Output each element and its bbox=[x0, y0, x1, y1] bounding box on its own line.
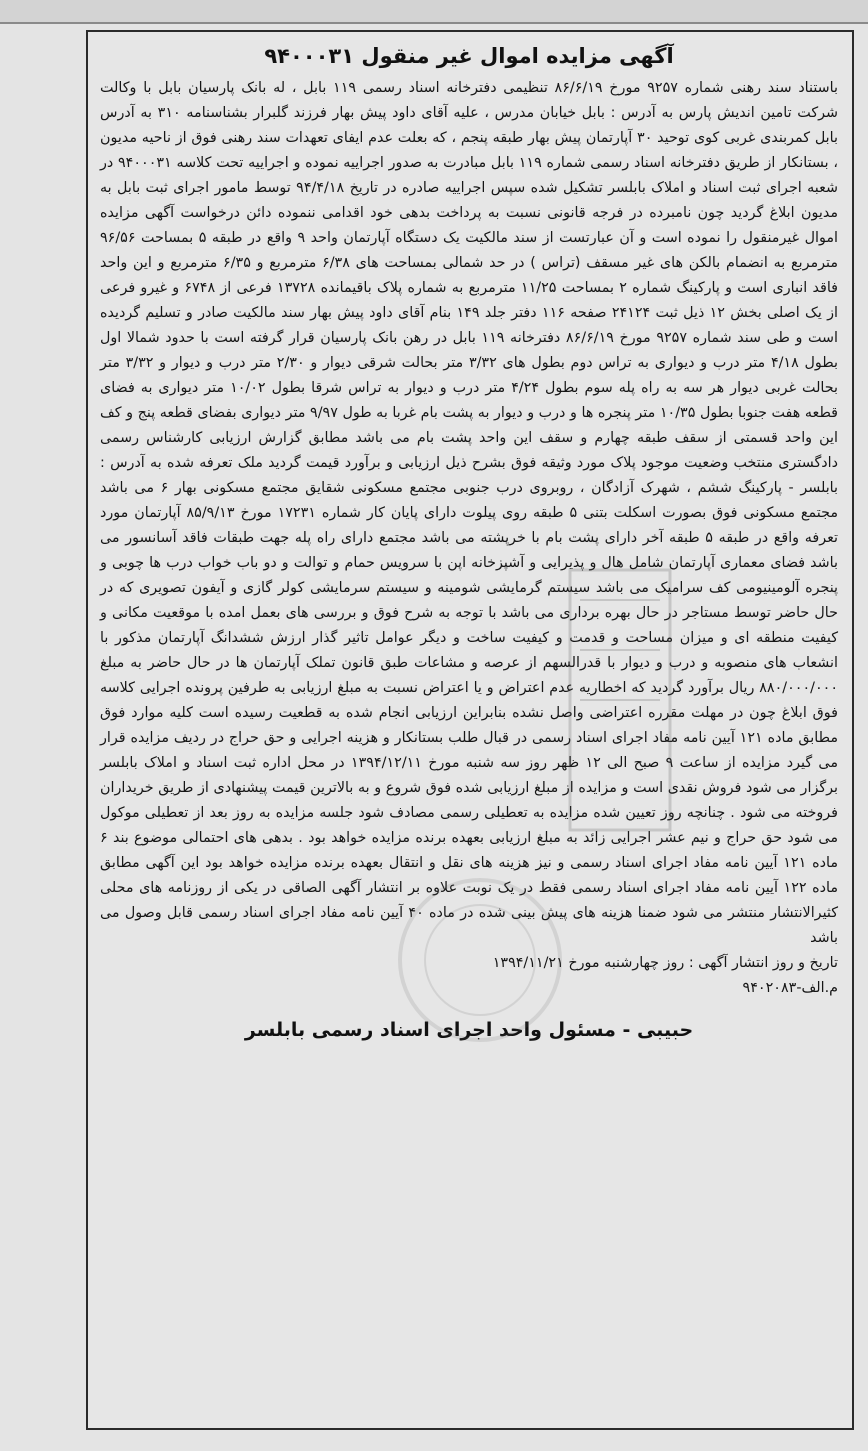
notice-title: آگهی مزایده اموال غیر منقول ۹۴۰۰۰۳۱ bbox=[264, 44, 674, 68]
publish-date: تاریخ و روز انتشار آگهی : روز چهارشنبه مورخ ۱۳۹۴/۱۱/۲۱ bbox=[492, 955, 838, 971]
reference-code: م.الف-۹۴۰۲۰۸۳ bbox=[742, 980, 838, 996]
auction-notice bbox=[86, 30, 854, 1430]
notice-body: باستناد سند رهنی شماره ۹۲۵۷ مورخ ۸۶/۶/۱۹ تنظیمی دفترخانه اسناد رسمی ۱۱۹ بابل ، له بانک پارسیان بابل با وکالت شرکت تامین اندیش پارس به آدرس : بابل خیابان مدرس ، علیه آقای داود پیش بهار فرزند گلبرار بشناسنامه ۳۱۰ به آدرس بابل کمربندی غربی کوی توحید ۳۰ آپارتمان پیش بهار طبقه پنجم ، که بعلت عدم ایفای تعهدات سند رهنی فوق از ناحیه مدیون ، بستانکار از طریق دفترخانه اسناد رسمی شماره ۱۱۹ بابل مبادرت به صدور اجراییه نموده و اجراییه تحت کلاسه ۹۴۰۰۰۳۱ در شعبه اجرای ثبت اسناد و املاک بابلسر تشکیل شده سپس اجراییه صادره در تاریخ ۹۴/۴/۱۸ توسط مامور اجرای ثبت بابل به مدیون ابلاغ گردید چون نامبرده در فرجه قانونی نسبت به پرداخت بدهی خود اقدامی ننموده دائن درخواست آگهی مزایده اموال غیرمنقول را نموده است و آن عبارتست از سند مالکیت یک دستگاه آپارتمان واحد ۹ واقع در طبقه ۵ بمساحت ۹۶/۵۶ مترمربع به انضمام بالکن های غیر مسقف (تراس ) در حد شمالی بمساحت های ۶/۳۸ مترمربع و ۶/۳۵ مترمربع و این واحد فاقد انباری است و پارکینگ شماره ۲ بمساحت ۱۱/۲۵ مترمربع به شماره پلاک باقیمانده ۱۳۷۲۸ فرعی از ۶۷۴۸ و غیرو فرعی از یک اصلی بخش ۱۲ ذیل ثبت ۲۴۱۲۴ صفحه ۱۱۶ دفتر جلد ۱۴۹ بنام آقای داود پیش بهار سند مالکیت صادر و تسلیم گردیده است و طی سند شماره ۹۲۵۷ مورخ ۸۶/۶/۱۹ دفترخانه ۱۱۹ بابل در رهن بانک پارسیان قرار گرفته است با حدود شمالا اول بطول ۴/۱۸ متر درب و دیواری به تراس دوم بطول های ۳/۳۲ متر بحالت شرقی دیوار و ۲/۳۰ متر درب و دیوار و ۳/۳۲ متر بحالت غربی دیوار هر سه به راه پله سوم بطول ۴/۲۴ متر درب و دیوار به تراس شرقا بطول ۱۰/۰۲ متر دیواری به فضای قطعه هفت جنوبا بطول ۱۰/۳۵ متر پنجره ها و درب و دیوار به پشت بام غربا به طول ۹/۹۷ متر دیواری بفضای قطعه پنج و کف این واحد قسمتی از سقف طبقه چهارم و سقف این واحد پشت بام می باشد مطابق گزارش ارزیابی کارشناس رسمی دادگستری منتخب وضعیت موجود پلاک مورد وثیقه فوق بشرح ذیل ارزیابی و برآورد قیمت گردید ملک تعرفه شده به آدرس : بابلسر - پارکینگ ششم ، شهرک آزادگان ، روبروی درب جنوبی مجتمع مسکونی شقایق مجتمع مسکونی بهار ۶ می باشد مجتمع مسکونی فوق بصورت اسکلت بتنی ۵ طبقه روی پیلوت دارای پایان کار شماره ۱۷۲۳۱ مورخ ۸۵/۹/۱۳ آپارتمان مورد تعرفه واقع در طبقه ۵ طبقه آخر دارای پشت بام با خرپشته می باشد مجتمع دارای راه پله جهت طبقات فاقد آسانسور می باشد فضای معماری آپارتمان شامل هال و پذیرایی و آشپزخانه اپن با سرویس حمام و توالت و دو باب خواب درب ها چوبی و پنجره آلومینیومی کف سرامیک می باشد سیستم گرمایشی شومینه و سیستم سرمایشی کولر گازی و آیفون تصویری که در حال حاضر توسط مستاجر در حال بهره برداری می باشد با توجه به شرح فوق و بررسی های بعمل امده با موقعیت مکانی و کیفیت منطقه ای و میزان مساحت و قدمت و کیفیت ساخت و دیگر عوامل تاثیر گذار ارزش ششدانگ آپارتمان مذکور با انشعاب های منصوبه و درب و دیوار با قدرالسهم از عرصه و مشاعات طبق قانون تملک آپارتمان ها در حال حاضر به مبلغ ۸۸۰/۰۰۰/۰۰۰ ریال برآورد گردید که اخطاریه عدم اعتراض و یا اعتراض نسبت به مبلغ ارزیابی به طرفین پرونده اجرایی کلاسه فوق ابلاغ چون در مهلت مقرره اعتراضی واصل نشده بنابراین ارزیابی انجام شده به قطعیت رسیده است کلیه موارد فوق مطابق ماده ۱۲۱ آیین نامه مفاد اجرای اسناد رسمی در قبال طلب بستانکار و هزینه اجرایی و حق حراج در ردیف مزایده قرار می گیرد مزایده از ساعت ۹ صبح الی ۱۲ ظهر روز سه شنبه مورخ ۱۳۹۴/۱۲/۱۱ در محل اداره ثبت اسناد و املاک بابلسر برگزار می شود فروش نقدی است و مزایده از مبلغ ارزیابی شده فوق شروع و به بالاترین قیمت پیشنهادی از طریق خریداران فروخته می شود . چنانچه روز تعیین شده مزایده به تعطیلی رسمی مصادف شود جلسه مزایده به روز بعد از تعطیلی موکول می شود حق حراج و نیم عشر اجرایی زائد به مبلغ ارزیابی بعهده برنده مزایده خواهد بود . بدهی های احتمالی موضوع بند ۶ ماده ۱۲۱ آیین نامه مفاد اجرای اسناد رسمی و نیز هزینه های نقل و انتقال بعهده برنده مزایده خواهد بود این آگهی مطابق ماده ۱۲۲ آیین نامه مفاد اجرای اسناد رسمی فقط در یک نوبت علاوه بر انتشار آگهی الصاقی در یکی از روزنامه های محلی کثیرالانتشار منتشر می شود ضمنا هزینه های پیش بینی شده در ماده ۴۰ آیین نامه مفاد اجرای اسناد رسمی قابل وصول می باشد bbox=[100, 80, 839, 946]
newspaper-top-edge bbox=[0, 0, 868, 24]
signature-line: حبیبی - مسئول واحد اجرای اسناد رسمی بابلسر bbox=[244, 1019, 694, 1041]
